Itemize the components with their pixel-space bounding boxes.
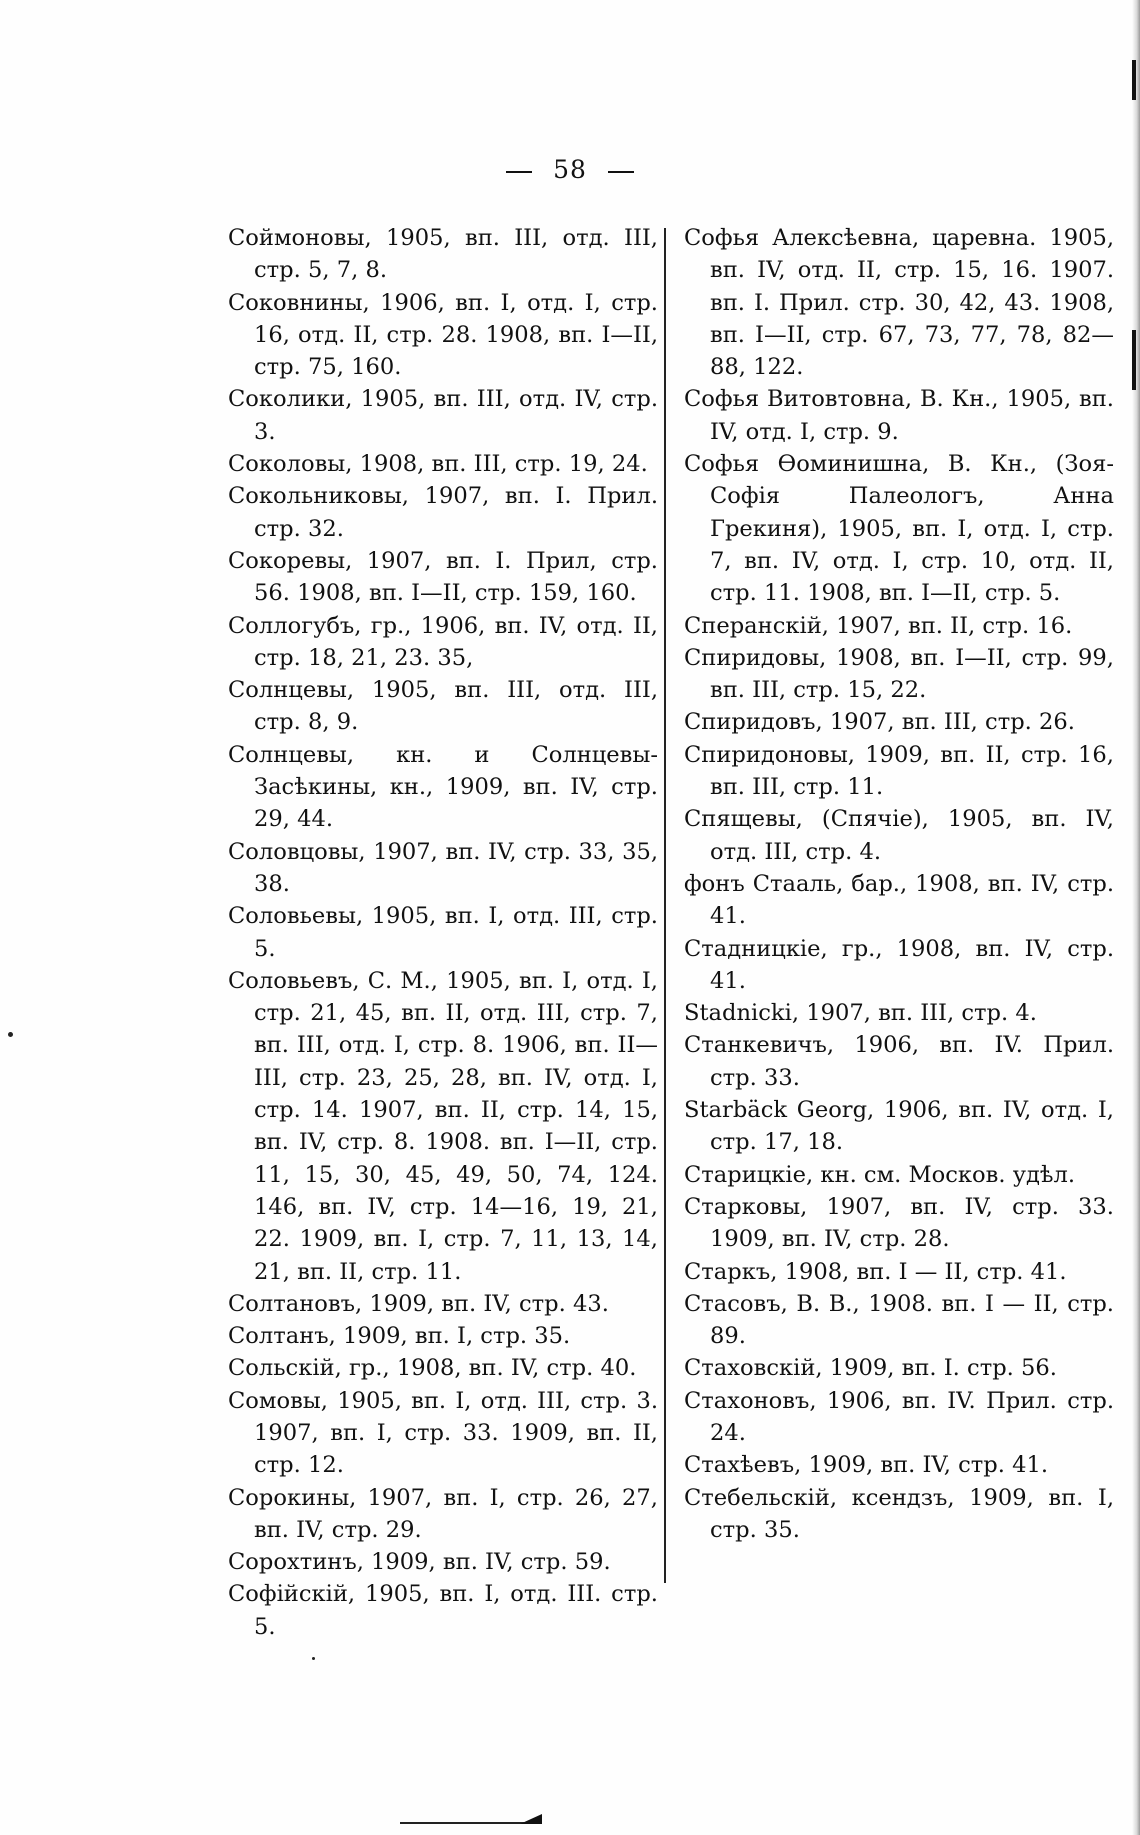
index-entry: Соймоновы, 1905, вп. III, отд. III, стр. 5, 7, 8. xyxy=(228,225,658,284)
index-entry: Станкевичъ, 1906, вп. IV. Прил. стр. 33. xyxy=(684,1032,1114,1091)
index-entry: Спящевы, (Спячіе), 1905, вп. IV, отд. III, стр. 4. xyxy=(684,806,1114,865)
index-entry: Соковнины, 1906, вп. I, отд. I, стр. 16, отд. II, стр. 28. 1908, вп. I—II, стр. 75, 160. xyxy=(228,289,658,381)
index-entry: Старкъ, 1908, вп. I — II, стр. 41. xyxy=(684,1258,1067,1285)
index-entry: Софья Витовтовна, В. Кн., 1905, вп. IV, отд. I, стр. 9. xyxy=(684,386,1114,445)
index-entry: Стадницкіе, гр., 1908, вп. IV, стр. 41. xyxy=(684,935,1114,994)
bottom-rule xyxy=(400,1822,540,1824)
index-entry: Сокоревы, 1907, вп. I. Прил, стр. 56. 1908, вп. I—II, стр. 159, 160. xyxy=(228,547,658,607)
index-entry: Стасовъ, В. В., 1908. вп. I — II, стр. 89. xyxy=(684,1290,1114,1350)
index-entry: фонъ Стааль, бар., 1908, вп. IV, стр. 41. xyxy=(684,870,1114,930)
index-entry: Стахѣевъ, 1909, вп. IV, стр. 41. xyxy=(684,1452,1049,1479)
index-entry: Софійскій, 1905, вп. I, отд. III. стр. 5. xyxy=(228,1581,658,1640)
edge-mark xyxy=(1132,330,1136,390)
index-entry: Спиридовы, 1908, вп. I—II, стр. 99, вп. III, стр. 15, 22. xyxy=(684,644,1114,704)
index-entry: Старковы, 1907, вп. IV, стр. 33. 1909, вп. IV, стр. 28. xyxy=(684,1193,1114,1253)
index-entry: Софья Ѳоминишна, В. Кн., (Зоя-Софія Палеологъ, Анна Грекиня), 1905, вп. I, отд. I, стр. 7, вп. IV, отд. I, стр. 10, отд. II, стр. 11. 1908, вп. I—II, стр. 5. xyxy=(684,451,1114,607)
index-entry: Соловьевъ, С. М., 1905, вп. I, отд. I, стр. 21, 45, вп. II, отд. III, стр. 7, вп. III, отд. I, стр. 8. 1906, вп. II—III, стр. 23, 25, 28, вп. IV, отд. I, стр. 14. 1907, вп. II, стр. 14, 15, вп. IV, стр. 8. 1908. вп. I—II, стр. 11, 15, 30, 45, 49, 50, 74, 124. 146, вп. IV, стр. 14—16, 19, 21, 22. 1909, вп. I, стр. 7, 11, 13, 14, 21, вп. II, стр. 11. xyxy=(228,967,658,1285)
right-column xyxy=(684,222,1114,1546)
index-entry: Солнцевы, 1905, вп. III, отд. III, стр. 8, 9. xyxy=(228,677,658,736)
index-entry: Сорохтинъ, 1909, вп. IV, стр. 59. xyxy=(228,1549,611,1576)
dash-left xyxy=(506,171,532,173)
index-entry: Соловьевы, 1905, вп. I, отд. III, стр. 5. xyxy=(228,903,658,962)
page-edge-shadow xyxy=(1132,0,1140,1835)
index-entry: Сокольниковы, 1907, вп. I. Прил. стр. 32. xyxy=(228,483,658,542)
index-entry: Сперанскій, 1907, вп. II, стр. 16. xyxy=(684,612,1073,639)
index-entry: Старицкіе, кн. см. Москов. удѣл. xyxy=(684,1161,1076,1188)
index-entry: Спиридовъ, 1907, вп. III, стр. 26. xyxy=(684,709,1075,736)
index-entry: Солтанъ, 1909, вп. I, стр. 35. xyxy=(228,1323,571,1350)
index-entry: Соколовы, 1908, вп. III, стр. 19, 24. xyxy=(228,451,648,478)
page-number-value: 58 xyxy=(553,155,587,184)
index-entry: Сольскій, гр., 1908, вп. IV, стр. 40. xyxy=(228,1355,637,1382)
index-entry: Стаховскій, 1909, вп. I. стр. 56. xyxy=(684,1355,1057,1382)
index-entry: Starbäck Georg, 1906, вп. IV, отд. I, стр. 17, 18. xyxy=(684,1097,1114,1156)
index-entry: Сорокины, 1907, вп. I, стр. 26, 27, вп. IV, стр. 29. xyxy=(228,1484,658,1543)
index-entry: Стахоновъ, 1906, вп. IV. Прил. стр. 24. xyxy=(684,1387,1114,1446)
dash-right xyxy=(608,171,634,173)
edge-mark xyxy=(1132,60,1136,100)
index-entry: Соллогубъ, гр., 1906, вп. IV, отд. II, стр. 18, 21, 23. 35, xyxy=(228,612,658,671)
index-entry: Сомовы, 1905, вп. I, отд. III, стр. 3. 1907, вп. I, стр. 33. 1909, вп. II, стр. 12. xyxy=(228,1387,658,1479)
index-entry: Stadnicki, 1907, вп. III, стр. 4. xyxy=(684,1000,1037,1027)
index-entry: Спиридоновы, 1909, вп. II, стр. 16, вп. III, стр. 11. xyxy=(684,741,1114,801)
column-divider xyxy=(664,228,666,1583)
left-column xyxy=(228,222,658,1643)
index-entry: Соколики, 1905, вп. III, отд. IV, стр. 3. xyxy=(228,386,658,445)
index-entry: Стебельскій, ксендзъ, 1909, вп. I, стр. 35. xyxy=(684,1484,1114,1543)
index-entry: Соловцовы, 1907, вп. IV, стр. 33, 35, 38. xyxy=(228,838,658,897)
index-entry: Солтановъ, 1909, вп. IV, стр. 43. xyxy=(228,1290,609,1317)
ink-speck xyxy=(312,1657,315,1660)
page-number xyxy=(0,155,1140,184)
index-entry: Софья Алексѣевна, царевна. 1905, вп. IV, отд. II, стр. 15, 16. 1907. вп. I. Прил. стр. 30, 42, 43. 1908, вп. I—II, стр. 67, 73, 77, 78, 82—88, 122. xyxy=(684,225,1114,381)
index-entry: Солнцевы, кн. и Солнцевы-Засѣкины, кн., 1909, вп. IV, стр. 29, 44. xyxy=(228,741,658,833)
ink-speck xyxy=(8,1032,13,1037)
